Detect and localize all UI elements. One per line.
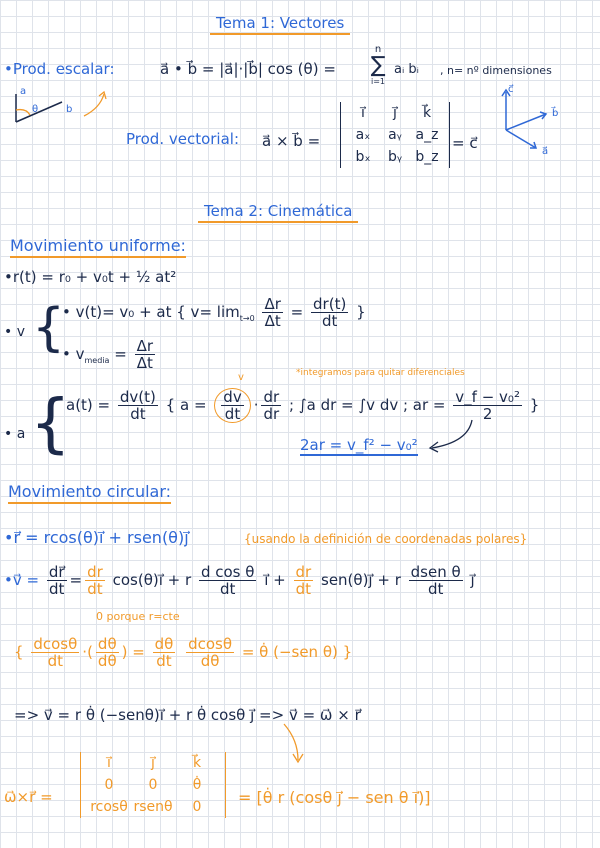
matrix-cell: bᵧ bbox=[387, 149, 403, 165]
result-arrow bbox=[420, 420, 480, 450]
integration-note: *integramos para quitar diferenciales bbox=[296, 368, 465, 378]
omega-matrix-cell: 0 bbox=[192, 799, 202, 815]
matrix-cell: i⃗ bbox=[361, 105, 365, 121]
prod-vectorial-eq: a⃗ × b⃗ = bbox=[262, 132, 321, 150]
omega-matrix-cell: θ̇ bbox=[192, 777, 202, 793]
angle-diagram bbox=[8, 88, 98, 148]
omega-result: = [θ̇ r (cosθ j⃗ − sen θ i⃗)] bbox=[238, 788, 431, 807]
zero-note: 0 porque r=cte bbox=[96, 610, 180, 623]
omega-matrix-cell: 0 bbox=[148, 777, 158, 793]
diagram-label-b: b bbox=[66, 104, 73, 115]
tema1-title: Tema 1: Vectores bbox=[210, 14, 350, 32]
sum-term: aᵢ bᵢ bbox=[394, 62, 419, 77]
equals-c: = c⃗ bbox=[452, 134, 478, 152]
matrix-cell: b_z bbox=[415, 149, 439, 165]
polar-position-equation: •r⃗ = rcos(θ)i⃗ + rsen(θ)j⃗ bbox=[4, 528, 189, 547]
matrix-cell: aₓ bbox=[355, 127, 371, 143]
mc-title: Movimiento circular: bbox=[8, 482, 171, 501]
omega-matrix-cell: j⃗ bbox=[151, 755, 155, 771]
omega-label: ω⃗×r⃗ = bbox=[4, 788, 53, 806]
velocity-final: => v⃗ = r θ̇ (−senθ)i⃗ + r θ̇ cosθ j⃗ => v⃗ = ω⃗ × r⃗ bbox=[14, 706, 361, 724]
omega-matrix-cell: rsenθ bbox=[133, 799, 173, 815]
polar-note: {usando la definición de coordenadas polares} bbox=[244, 532, 528, 546]
cross-product-matrix bbox=[340, 102, 450, 168]
omega-matrix-cell: 0 bbox=[104, 777, 114, 793]
prod-escalar-equation: a⃗ • b⃗ = |a⃗|·|b⃗| cos (θ) = bbox=[160, 60, 336, 78]
omega-matrix-cell: i⃗ bbox=[107, 755, 111, 771]
omega-matrix-cell: k⃗ bbox=[192, 755, 202, 771]
matrix-cell: aᵧ bbox=[388, 127, 402, 143]
axis-a-label: a⃗ bbox=[542, 146, 549, 157]
matrix-cell: k⃗ bbox=[422, 105, 432, 121]
omega-matrix bbox=[80, 752, 226, 818]
matrix-cell: bₓ bbox=[355, 149, 371, 165]
dimensions-note: , n= nº dimensiones bbox=[440, 64, 552, 77]
axis-b-label: b⃗ bbox=[552, 108, 559, 119]
v-group-label: • v bbox=[4, 324, 25, 340]
prod-vectorial-label: Prod. vectorial: bbox=[126, 130, 240, 148]
a-group-label: • a bbox=[4, 426, 26, 442]
prod-escalar-label: •Prod. escalar: bbox=[4, 60, 115, 78]
position-equation: •r(t) = r₀ + v₀t + ½ at² bbox=[4, 268, 177, 286]
summation: n ∑ i=1 bbox=[370, 44, 386, 86]
v-mark: v bbox=[238, 372, 244, 383]
v-media-equation: • $v_{media}$ = $\frac{\Delta r}{\Delta t}$ bbox=[62, 337, 153, 372]
matrix-cell: j⃗ bbox=[393, 105, 397, 121]
diagram-label-theta: θ bbox=[32, 104, 39, 115]
omega-matrix-cell: rcosθ bbox=[90, 799, 128, 815]
mu-title: Movimiento uniforme: bbox=[10, 236, 186, 255]
velocity-equation: • v(t)= v₀ + at { $v= \lim_{t\to 0}$ $\frac{\Delta r}{\Delta t}$ = $\frac{dr(t)}{dt}$ } bbox=[62, 295, 366, 330]
omega-arrow bbox=[284, 724, 314, 764]
v-brace: { bbox=[32, 298, 66, 358]
axes-diagram bbox=[496, 86, 566, 156]
acceleration-equation: a(t) = $\frac{dv(t)}{dt}$ { a = $\frac{dv}{dt}$ · $\frac{dr}{dr}$ ; ∫a dr = ∫v dv ; ar = $\frac{\text{v\_f − v₀²}}{2}$ } bbox=[66, 388, 540, 423]
a-brace: { bbox=[30, 387, 71, 461]
axis-c-label: c⃗ bbox=[508, 84, 514, 95]
two-ar-equation: 2ar = v_f² − v₀² bbox=[300, 436, 418, 454]
tema2-title: Tema 2: Cinemática bbox=[198, 202, 358, 220]
matrix-cell: a_z bbox=[415, 127, 439, 143]
diagram-label-a: a bbox=[20, 86, 27, 97]
chain-rule: { $\frac{dcos\theta}{dt}$ ·( $\frac{d\theta}{d\theta}$ ) = $\frac{d\theta}{dt}$ $\frac{dcos\theta}{d\theta}$ = θ̇ (−sen θ) } bbox=[14, 635, 353, 670]
velocity-expansion: •v⃗ = $\frac{dr⃗}{dt}$ = $\frac{dr}{dt}$ cos(θ)i⃗ + r $\frac{\text{d cos θ}}{dt}$ i⃗ + $\frac{dr}{dt}$ sen(θ)j⃗ + r $\frac{\text{dsen θ}}{dt}$ j⃗ bbox=[4, 563, 475, 598]
